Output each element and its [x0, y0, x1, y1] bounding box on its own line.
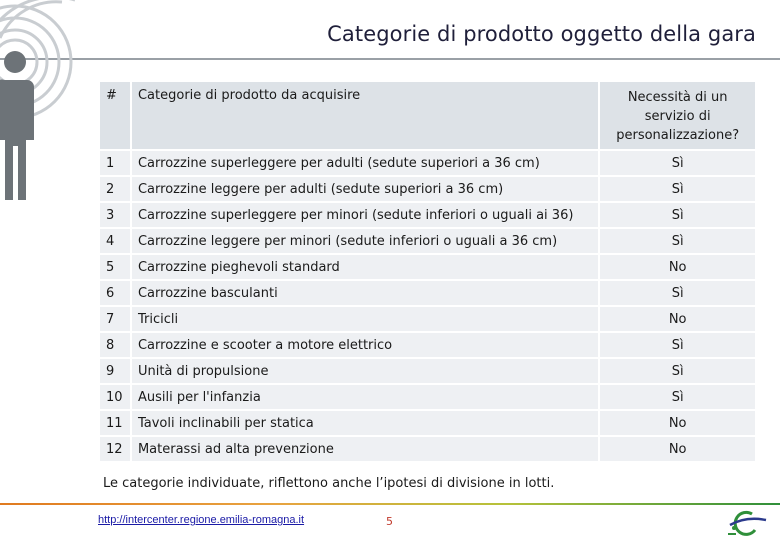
- row-num: 9: [100, 359, 130, 383]
- row-personalization: Sì: [598, 359, 755, 383]
- row-personalization: No: [598, 437, 755, 461]
- table-row: [100, 437, 755, 461]
- row-num: 12: [100, 437, 130, 461]
- table-row: [100, 177, 755, 201]
- table-row: [100, 333, 755, 357]
- row-category: Ausili per l'infanzia: [130, 385, 598, 409]
- header-personalization-line3: personalizzazione?: [616, 128, 740, 143]
- row-category: Carrozzine leggere per adulti (sedute superiori a 36 cm): [130, 177, 598, 201]
- row-personalization: Sì: [598, 385, 755, 409]
- header-divider: [0, 58, 780, 60]
- table-row: [100, 359, 755, 383]
- row-category: Carrozzine e scooter a motore elettrico: [130, 333, 598, 357]
- row-category: Carrozzine superleggere per minori (sedute inferiori o uguali ai 36): [130, 203, 598, 227]
- table-row: [100, 151, 755, 175]
- row-personalization: Sì: [598, 281, 755, 305]
- header-personalization: [598, 82, 755, 149]
- person-with-signal-rings-icon: [0, 0, 90, 210]
- row-category: Materassi ad alta prevenzione: [130, 437, 598, 461]
- row-personalization: No: [598, 307, 755, 331]
- row-category: Unità di propulsione: [130, 359, 598, 383]
- header-num: #: [100, 82, 130, 149]
- table-header-row: [100, 82, 755, 149]
- product-categories-table: [100, 80, 755, 463]
- row-num: 1: [100, 151, 130, 175]
- row-personalization: No: [598, 255, 755, 279]
- row-personalization: Sì: [598, 151, 755, 175]
- row-num: 2: [100, 177, 130, 201]
- row-num: 7: [100, 307, 130, 331]
- row-num: 4: [100, 229, 130, 253]
- row-num: 6: [100, 281, 130, 305]
- row-personalization: Sì: [598, 177, 755, 201]
- row-num: 11: [100, 411, 130, 435]
- table-row: [100, 411, 755, 435]
- slide-header: [0, 0, 780, 60]
- row-category: Carrozzine basculanti: [130, 281, 598, 305]
- intercenter-link[interactable]: http://intercenter.regione.emilia-romagna.it: [98, 514, 305, 526]
- page-number: 5: [386, 515, 393, 528]
- row-num: 8: [100, 333, 130, 357]
- header-personalization-line1: Necessità di un: [627, 90, 728, 105]
- row-category: Carrozzine superleggere per adulti (sedute superiori a 36 cm): [130, 151, 598, 175]
- intercenter-logo-icon: [722, 510, 772, 536]
- table-row: [100, 281, 755, 305]
- row-category: Carrozzine leggere per minori (sedute inferiori o uguali a 36 cm): [130, 229, 598, 253]
- header-category: Categorie di prodotto da acquisire: [130, 82, 598, 149]
- lots-note: Le categorie individuate, riflettono anche l’ipotesi di divisione in lotti.: [103, 476, 555, 491]
- row-num: 10: [100, 385, 130, 409]
- table-row: [100, 385, 755, 409]
- row-num: 3: [100, 203, 130, 227]
- row-personalization: Sì: [598, 203, 755, 227]
- row-category: Carrozzine pieghevoli standard: [130, 255, 598, 279]
- row-personalization: No: [598, 411, 755, 435]
- row-num: 5: [100, 255, 130, 279]
- table-row: [100, 229, 755, 253]
- row-category: Tavoli inclinabili per statica: [130, 411, 598, 435]
- table-row: [100, 307, 755, 331]
- footer-divider: [0, 503, 780, 505]
- table-row: [100, 203, 755, 227]
- row-personalization: Sì: [598, 229, 755, 253]
- table-row: [100, 255, 755, 279]
- row-category: Tricicli: [130, 307, 598, 331]
- header-personalization-line2: servizio di: [644, 109, 711, 124]
- slide-title: Categorie di prodotto oggetto della gara: [327, 22, 756, 46]
- row-personalization: Sì: [598, 333, 755, 357]
